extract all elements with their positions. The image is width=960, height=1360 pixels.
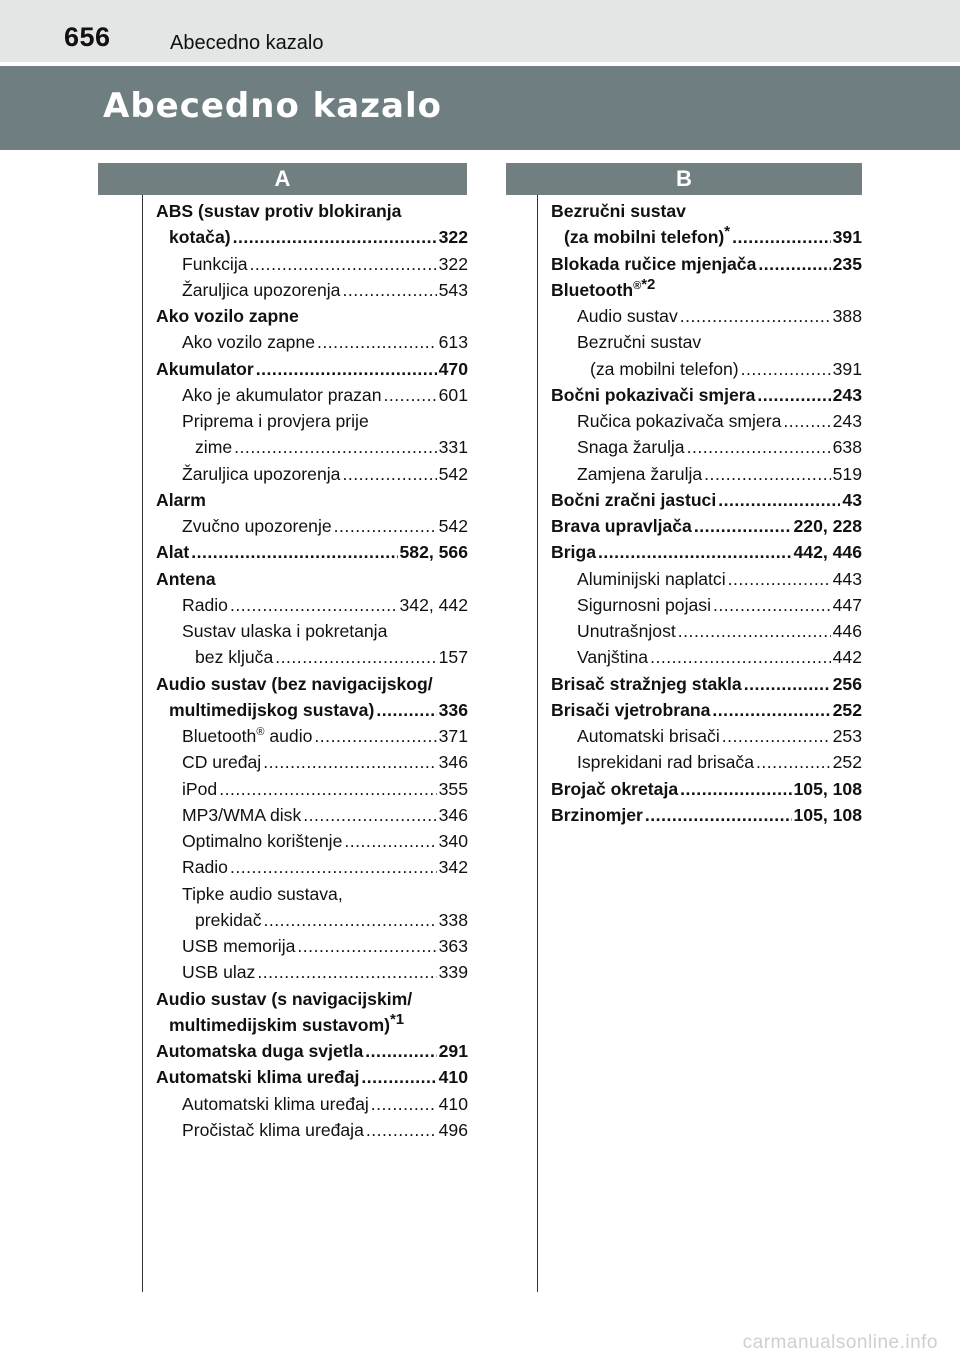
index-entry xyxy=(156,986,468,1012)
page-reference: 256 xyxy=(832,673,862,694)
index-entry xyxy=(156,671,468,697)
index-subentry xyxy=(156,382,468,408)
index-entry xyxy=(551,697,862,723)
index-entry xyxy=(551,513,862,539)
page-reference: 105, 108 xyxy=(793,778,862,799)
page-reference: 322 xyxy=(438,253,468,274)
page-reference: 346 xyxy=(438,752,468,773)
entry-term: Brava upravljača xyxy=(551,516,692,536)
index-subentry xyxy=(156,461,468,487)
index-subentry xyxy=(551,303,862,329)
dot-leader xyxy=(732,224,831,250)
index-subentry xyxy=(156,776,468,802)
index-entry xyxy=(551,802,862,828)
entry-term: bez ključa xyxy=(195,647,274,668)
entry-term: Ako vozilo zapne xyxy=(156,306,299,326)
entry-term: Alarm xyxy=(156,489,206,510)
page-reference: 339 xyxy=(438,962,468,983)
page-reference: 391 xyxy=(832,358,862,379)
page-reference: 243 xyxy=(832,411,862,431)
dot-leader xyxy=(263,749,436,775)
entry-term: Žaruljica upozorenja xyxy=(182,463,341,484)
index-subentry xyxy=(156,802,468,828)
index-subentry xyxy=(156,1117,468,1143)
dot-leader xyxy=(718,487,840,513)
dot-leader xyxy=(694,513,792,539)
entry-term: Tipke audio sustava, xyxy=(182,883,343,904)
dot-leader xyxy=(722,723,831,749)
header-strip xyxy=(0,0,960,62)
index-subentry xyxy=(551,723,862,749)
entry-term: Bočni pokazivači smjera xyxy=(551,384,756,405)
page-reference: 443 xyxy=(832,568,862,589)
entry-term: Automatska duga svjetla xyxy=(156,1041,364,1061)
index-subentry xyxy=(551,408,862,434)
page-reference: 43 xyxy=(842,489,862,510)
index-subentry xyxy=(551,749,862,775)
page-reference: 371 xyxy=(438,726,468,746)
page-reference: 442 xyxy=(832,647,862,668)
dot-leader xyxy=(680,776,791,802)
page-reference: 157 xyxy=(438,647,468,668)
page-reference: 447 xyxy=(832,594,862,615)
entry-term: Žaruljica upozorenja xyxy=(182,279,341,300)
index-entry xyxy=(551,487,862,513)
index-subentry xyxy=(551,461,862,487)
dot-leader xyxy=(678,618,831,644)
page-reference: 331 xyxy=(438,437,468,458)
entry-term: iPod xyxy=(182,778,218,799)
entry-term: CD uređaj xyxy=(182,752,262,773)
index-entry xyxy=(551,224,862,250)
dot-leader xyxy=(234,434,436,460)
column-rule-left xyxy=(142,195,143,1292)
page-reference: 543 xyxy=(438,279,468,300)
entry-term: Automatski klima uređaj xyxy=(182,1093,369,1114)
entry-term: Isprekidani rad brisača xyxy=(577,752,755,773)
index-subentry xyxy=(156,618,468,644)
page-reference: 342 xyxy=(438,857,468,878)
page-reference: 446 xyxy=(832,621,862,641)
page-reference: 519 xyxy=(832,463,862,484)
index-column-b xyxy=(551,198,862,828)
dot-leader xyxy=(680,303,831,329)
index-subentry xyxy=(156,329,468,355)
entry-term: Audio sustav (bez navigacijskog/ xyxy=(156,673,433,694)
entry-term: zime xyxy=(195,437,233,458)
index-subentry xyxy=(551,356,862,382)
entry-term: multimedijskim sustavom)$^{*1}$ xyxy=(169,1010,405,1035)
page-reference: 470 xyxy=(438,358,468,379)
entry-term: Brojač okretaja xyxy=(551,778,679,799)
dot-leader xyxy=(250,251,437,277)
entry-term: Zamjena žarulja xyxy=(577,463,703,484)
watermark: carmanualsonline.info xyxy=(742,1332,938,1353)
index-entry xyxy=(156,697,468,723)
column-rule-middle xyxy=(537,195,538,1292)
entry-term: Pročistač klima uređaja xyxy=(182,1119,364,1140)
entry-term: Audio sustav (s navigacijskim/ xyxy=(156,988,413,1009)
index-subentry xyxy=(156,1091,468,1117)
index-subentry xyxy=(551,434,862,460)
index-subentry xyxy=(156,881,468,907)
entry-term: Antena xyxy=(156,568,216,589)
page-reference: 253 xyxy=(832,726,862,746)
page-reference: 342, 442 xyxy=(399,594,468,615)
page-reference: 582, 566 xyxy=(399,542,468,563)
entry-term: Bezručni sustav xyxy=(577,332,702,353)
index-subentry xyxy=(551,592,862,618)
dot-leader xyxy=(650,644,831,670)
entry-term: prekidač xyxy=(195,909,262,930)
dot-leader xyxy=(344,828,436,854)
entry-term: Bluetooth® audio xyxy=(182,726,313,746)
index-subentry xyxy=(156,277,468,303)
index-subentry xyxy=(156,959,468,985)
index-entry xyxy=(156,198,468,224)
page-reference: 542 xyxy=(438,463,468,484)
entry-term: Bezručni sustav xyxy=(551,201,686,221)
entry-term: Alat xyxy=(156,542,190,563)
dot-leader xyxy=(342,277,436,303)
letter-header-a: A xyxy=(98,163,467,195)
dot-leader xyxy=(376,697,436,723)
page-reference: 252 xyxy=(832,752,862,773)
index-entry xyxy=(551,277,862,303)
index-column-a xyxy=(156,198,468,1143)
page-reference: 322 xyxy=(438,227,468,248)
entry-term: Brisači vjetrobrana xyxy=(551,699,711,720)
index-entry xyxy=(551,671,862,697)
dot-leader xyxy=(191,539,397,565)
section-title: Abecedno kazalo xyxy=(103,86,442,126)
index-entry xyxy=(156,224,468,250)
index-entry xyxy=(551,776,862,802)
entry-term: Snaga žarulja xyxy=(577,437,685,458)
dot-leader xyxy=(704,461,830,487)
entry-term: Brisač stražnjeg stakla xyxy=(551,673,742,694)
page-reference: 363 xyxy=(438,936,468,956)
index-subentry xyxy=(156,513,468,539)
dot-leader xyxy=(317,329,437,355)
section-title-band xyxy=(0,66,960,150)
entry-term: multimedijskog sustava) xyxy=(169,699,375,720)
dot-leader xyxy=(257,959,436,985)
page-reference: 220, 228 xyxy=(793,516,862,536)
entry-term: Briga xyxy=(551,542,596,563)
page-reference: 340 xyxy=(438,831,468,851)
page-number: 656 xyxy=(64,22,111,52)
entry-term: (za mobilni telefon)* xyxy=(564,223,731,248)
page-reference: 252 xyxy=(832,699,862,720)
index-subentry xyxy=(156,749,468,775)
page-reference: 291 xyxy=(438,1041,468,1061)
dot-leader xyxy=(264,907,437,933)
page-reference: 235 xyxy=(832,253,862,274)
entry-term: USB ulaz xyxy=(182,962,256,983)
entry-term: Sigurnosni pojasi xyxy=(577,594,711,615)
dot-leader xyxy=(783,408,830,434)
dot-leader xyxy=(757,382,830,408)
index-entry xyxy=(156,1038,468,1064)
index-subentry xyxy=(551,329,862,355)
entry-term: Brzinomjer xyxy=(551,804,643,825)
entry-term: Radio xyxy=(182,857,228,878)
entry-term: Ako vozilo zapne xyxy=(182,332,316,353)
dot-leader xyxy=(230,592,398,618)
dot-leader xyxy=(334,513,437,539)
index-subentry xyxy=(551,644,862,670)
entry-term: Ručica pokazivača smjera xyxy=(577,411,782,431)
index-entry xyxy=(156,539,468,565)
index-subentry xyxy=(551,618,862,644)
entry-term: Funkcija xyxy=(182,253,248,274)
entry-term: Aluminijski naplatci xyxy=(577,568,726,589)
index-subentry xyxy=(156,907,468,933)
index-subentry xyxy=(156,408,468,434)
index-subentry xyxy=(156,644,468,670)
page-reference: 338 xyxy=(438,909,468,930)
letter-header-b: B xyxy=(506,163,862,195)
dot-leader xyxy=(384,382,437,408)
page-reference: 542 xyxy=(438,516,468,536)
index-subentry xyxy=(156,434,468,460)
page-reference: 410 xyxy=(438,1067,468,1088)
dot-leader xyxy=(219,776,436,802)
dot-leader xyxy=(598,539,792,565)
index-subentry xyxy=(156,933,468,959)
index-entry xyxy=(551,382,862,408)
page-reference: 410 xyxy=(438,1093,468,1114)
page-reference: 496 xyxy=(438,1119,468,1140)
entry-term: Bluetooth$^{®*2}$ xyxy=(551,275,656,300)
dot-leader xyxy=(728,566,831,592)
entry-term: Automatski klima uređaj xyxy=(156,1067,360,1088)
entry-term: Automatski brisači xyxy=(577,726,720,746)
page-reference: 601 xyxy=(438,384,468,405)
entry-term: Vanjština xyxy=(577,647,649,668)
index-entry xyxy=(551,198,862,224)
page-reference: 638 xyxy=(832,437,862,458)
entry-term: (za mobilni telefon) xyxy=(590,358,739,379)
running-header-bar xyxy=(0,0,960,66)
entry-term: Audio sustav xyxy=(577,306,678,326)
dot-leader xyxy=(230,854,437,880)
dot-leader xyxy=(687,434,831,460)
entry-term: USB memorija xyxy=(182,936,296,956)
index-entry xyxy=(156,1012,468,1038)
entry-term: Radio xyxy=(182,594,228,615)
dot-leader xyxy=(744,671,831,697)
dot-leader xyxy=(366,1117,437,1143)
entry-term: MP3/WMA disk xyxy=(182,804,302,825)
dot-leader xyxy=(275,644,436,670)
dot-leader xyxy=(314,723,436,749)
page-reference: 336 xyxy=(438,699,468,720)
entry-term: Optimalno korištenje xyxy=(182,831,343,851)
index-entry xyxy=(156,356,468,382)
entry-term: Ako je akumulator prazan xyxy=(182,384,382,405)
index-subentry xyxy=(156,828,468,854)
entry-term: Sustav ulaska i pokretanja xyxy=(182,621,388,641)
dot-leader xyxy=(297,933,436,959)
index-entry xyxy=(156,1064,468,1090)
index-subentry xyxy=(551,566,862,592)
index-entry xyxy=(156,566,468,592)
dot-leader xyxy=(303,802,436,828)
page-reference: 442, 446 xyxy=(793,542,862,563)
page-reference: 355 xyxy=(438,778,468,799)
page-reference: 243 xyxy=(832,384,862,405)
index-entry xyxy=(156,303,468,329)
index-subentry xyxy=(156,723,468,749)
page-reference: 346 xyxy=(438,804,468,825)
page-reference: 105, 108 xyxy=(793,804,862,825)
entry-term: kotača) xyxy=(169,227,231,248)
dot-leader xyxy=(342,461,436,487)
index-entry xyxy=(156,487,468,513)
dot-leader xyxy=(741,356,831,382)
entry-term: Bočni zračni jastuci xyxy=(551,489,717,510)
index-entry xyxy=(551,251,862,277)
dot-leader xyxy=(712,697,830,723)
dot-leader xyxy=(371,1091,437,1117)
dot-leader xyxy=(645,802,792,828)
entry-term: Blokada ručice mjenjača xyxy=(551,253,757,274)
index-subentry xyxy=(156,854,468,880)
entry-term: Priprema i provjera prije xyxy=(182,411,369,431)
entry-term: Zvučno upozorenje xyxy=(182,516,332,536)
dot-leader xyxy=(365,1038,436,1064)
entry-term: Akumulator xyxy=(156,358,254,379)
dot-leader xyxy=(756,749,831,775)
running-title: Abecedno kazalo xyxy=(170,32,324,54)
index-entry xyxy=(551,539,862,565)
entry-term: Unutrašnjost xyxy=(577,621,676,641)
dot-leader xyxy=(758,251,830,277)
index-subentry xyxy=(156,592,468,618)
entry-term: ABS (sustav protiv blokiranja xyxy=(156,201,402,221)
page-reference: 388 xyxy=(832,306,862,326)
dot-leader xyxy=(713,592,831,618)
dot-leader xyxy=(256,356,437,382)
page-reference: 391 xyxy=(832,227,862,248)
dot-leader xyxy=(361,1064,436,1090)
index-subentry xyxy=(156,251,468,277)
dot-leader xyxy=(233,224,437,250)
page-reference: 613 xyxy=(438,332,468,353)
